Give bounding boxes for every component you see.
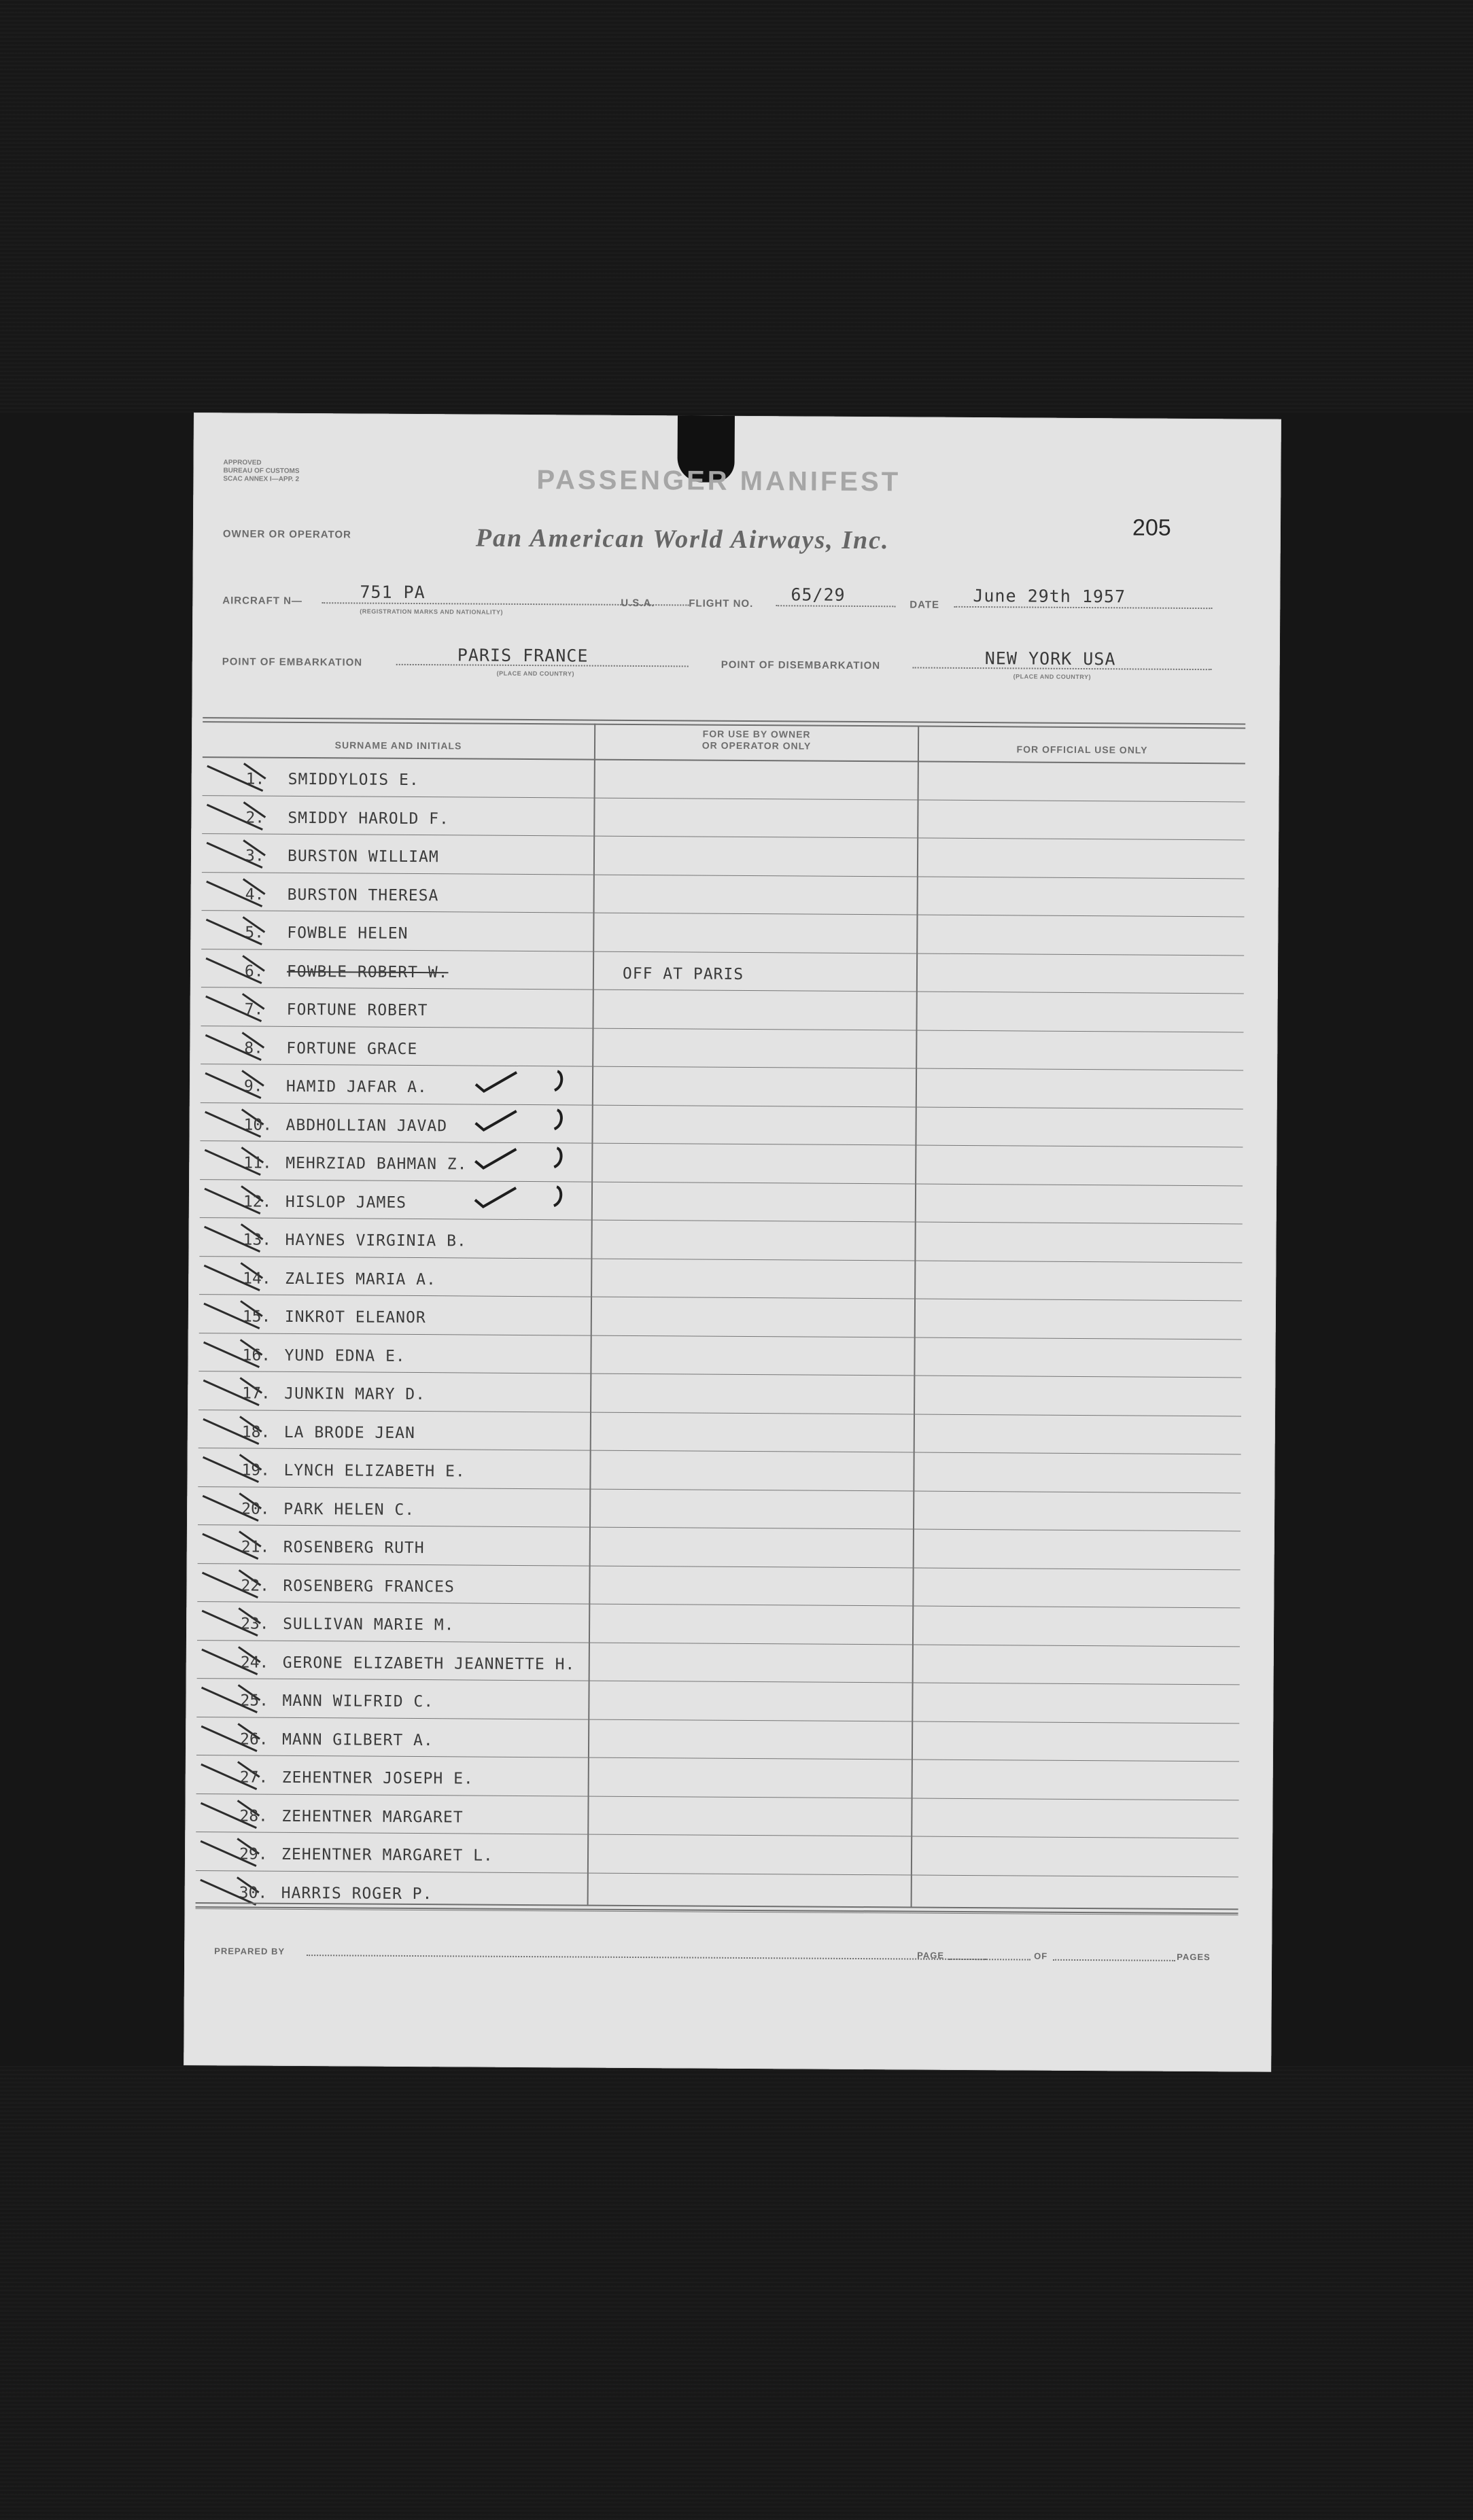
row-number-cell [244,1077,263,1095]
of-label: OF [1034,1950,1048,1961]
row-number-cell [239,1884,268,1902]
passenger-name: MANN WILFRID C. [282,1692,434,1711]
passenger-name: HAYNES VIRGINIA B. [285,1231,467,1250]
tally-mark-icon [203,837,277,873]
flight-underline [776,605,895,608]
date-label: DATE [909,599,940,611]
date-value: June 29th 1957 [973,586,1126,607]
passenger-number: 22. [241,1576,270,1595]
passenger-name: FOWBLE ROBERT W. [286,962,449,981]
flight-value: 65/29 [791,584,846,605]
background-upper [0,0,1473,413]
check-mark-icon [469,1065,591,1100]
row-number-cell [242,1346,271,1364]
passenger-number: 25. [240,1692,269,1710]
disembark-label: POINT OF DISEMBARKATION [721,659,881,672]
embark-sub: (PLACE AND COUNTRY) [496,669,575,678]
disembark-value: NEW YORK USA [984,648,1116,669]
passenger-number: 18. [241,1422,271,1441]
passenger-name: HAMID JAFAR A. [285,1077,428,1097]
passenger-name: LA BRODE JEAN [283,1423,415,1442]
row-number-cell [241,1615,269,1632]
aircraft-sub: (REGISTRATION MARKS AND NATIONALITY) [360,608,504,616]
passenger-name: LYNCH ELIZABETH E. [283,1461,466,1481]
passenger-name: HARRIS ROGER P. [281,1884,433,1903]
row-number-cell [245,847,264,864]
passenger-number: 12. [243,1192,272,1211]
page-label: PAGE [917,1950,945,1961]
prepared-by-line [307,1955,986,1961]
passenger-number: 1. [245,770,265,788]
tally-mark-icon [203,799,277,835]
check-mark-icon [468,1104,591,1138]
row-number-cell [240,1730,268,1748]
tally-mark-icon [203,760,278,797]
manifest-sheet [184,413,1281,2072]
passenger-number: 13. [243,1231,272,1249]
passenger-name: FORTUNE GRACE [286,1039,418,1058]
passenger-number: 26. [239,1730,268,1749]
row-number-cell [239,1845,268,1863]
passenger-name: YUND EDNA E. [284,1346,406,1365]
passenger-number: 23. [241,1615,269,1633]
row-number-cell [245,1000,264,1018]
row-number-cell [240,1692,268,1709]
passenger-name: ROSENBERG FRANCES [283,1577,455,1596]
row-number-cell [241,1538,270,1556]
passenger-name: BURSTON THERESA [287,886,439,905]
passenger-name: ABDHOLLIAN JAVAD [285,1116,448,1135]
passenger-name: ZEHENTNER MARGARET L. [281,1845,493,1865]
passenger-name: SMIDDYLOIS E. [288,770,419,790]
row-number-cell [245,924,264,941]
row-number-cell [242,1384,271,1402]
passenger-number: 27. [239,1768,268,1787]
row-number-cell [243,1270,271,1287]
passenger-name: ZEHENTNER MARGARET [281,1807,464,1826]
embark-label: POINT OF EMBARKATION [222,656,363,669]
row-number-cell [245,809,264,826]
pages-label: PAGES [1177,1951,1211,1963]
row-number-cell [241,1500,270,1518]
col-head-owner: FOR USE BY OWNER OR OPERATOR ONLY [701,728,812,752]
embark-value: PARIS FRANCE [457,645,589,666]
passenger-name: ZALIES MARIA A. [285,1270,437,1289]
disembark-sub: (PLACE AND COUNTRY) [1013,673,1092,681]
row-number-cell [241,1461,270,1479]
tally-mark-icon [201,991,276,1027]
passenger-number: 30. [239,1883,268,1902]
tally-mark-icon [201,1068,276,1104]
passenger-number: 8. [244,1038,264,1057]
row-number-cell [243,1154,272,1172]
flight-label: FLIGHT NO. [689,597,754,610]
passenger-name: HISLOP JAMES [285,1193,407,1212]
row-number-cell [245,962,264,980]
passenger-name: SMIDDY HAROLD F. [288,809,449,828]
row-number-cell [243,1193,272,1210]
passenger-name: FOWBLE HELEN [287,924,409,943]
passenger-number: 15. [242,1308,271,1326]
passenger-number: 7. [244,1000,264,1019]
owner-note: OFF AT PARIS [622,964,744,983]
aircraft-label: AIRCRAFT N— [222,595,303,607]
prepared-by-label: PREPARED BY [214,1946,285,1957]
passenger-name: FORTUNE ROBERT [286,1000,428,1020]
background-lower [0,2066,1473,2520]
usa-label: U.S.A. [621,597,655,610]
aircraft-value: 751 PA [360,582,426,603]
passenger-number: 5. [245,924,264,942]
passenger-number: 11. [243,1154,272,1172]
row-number-cell [246,770,265,788]
passenger-number: 28. [239,1806,268,1825]
row-number-cell [245,886,264,903]
embark-underline [396,664,689,668]
row-number-cell [243,1308,271,1325]
col-head-surname: SURNAME AND INITIALS [334,739,462,752]
passenger-number: 3. [245,847,264,865]
operator-name: Pan American World Airways, Inc. [475,523,890,555]
passenger-name: JUNKIN MARY D. [284,1384,426,1404]
passenger-name: MEHRZIAD BAHMAN Z. [285,1154,468,1174]
row-number-cell [244,1116,273,1134]
check-mark-icon [468,1142,591,1176]
page-number: 205 [1132,514,1171,541]
col-head-official: FOR OFFICIAL USE ONLY [1016,743,1148,756]
tally-mark-icon [202,914,277,950]
passenger-number: 9. [243,1077,263,1096]
passenger-name: SULLIVAN MARIE M. [283,1615,455,1634]
passenger-number: 16. [242,1346,271,1365]
tally-mark-icon [202,953,277,989]
passenger-name: ROSENBERG RUTH [283,1538,425,1558]
passenger-name: INKROT ELEANOR [284,1308,426,1327]
owner-label: OWNER OR OPERATOR [222,528,351,541]
date-underline [954,606,1212,610]
passenger-number: 21. [241,1538,270,1556]
passenger-number: 4. [245,885,264,904]
passenger-name: ZEHENTNER JOSEPH E. [281,1768,474,1788]
table-top-rule [203,717,1245,724]
row-number-cell [244,1039,263,1057]
page-line [949,1959,1030,1961]
row-number-cell [243,1231,271,1248]
of-line [1053,1959,1175,1962]
passenger-name: BURSTON WILLIAM [287,847,439,867]
row-number-cell [239,1807,268,1825]
passenger-number: 24. [240,1653,269,1672]
row-number-cell [240,1768,268,1786]
passenger-number: 17. [242,1384,271,1403]
passenger-number: 19. [241,1461,271,1480]
row-number-cell [241,1653,269,1671]
passenger-number: 20. [241,1499,270,1518]
passenger-name: PARK HELEN C. [283,1500,415,1519]
approval-stamp: APPROVED BUREAU OF CUSTOMS SCAC ANNEX I—APP. 2 [223,459,300,483]
passenger-number: 29. [239,1845,268,1863]
tally-mark-icon [201,1030,276,1066]
passenger-number: 14. [243,1269,271,1288]
check-mark-icon [468,1180,591,1215]
row-number-cell [241,1577,269,1594]
disembark-underline [913,667,1212,671]
manifest-title: PASSENGER MANIFEST [536,465,901,497]
row-number-cell [242,1423,271,1441]
passenger-number: 2. [245,808,265,827]
tally-mark-icon [203,876,277,912]
passenger-number: 10. [243,1115,273,1134]
passenger-number: 6. [244,962,264,981]
passenger-name: MANN GILBERT A. [281,1730,434,1749]
passenger-name: GERONE ELIZABETH JEANNETTE H. [282,1653,576,1673]
